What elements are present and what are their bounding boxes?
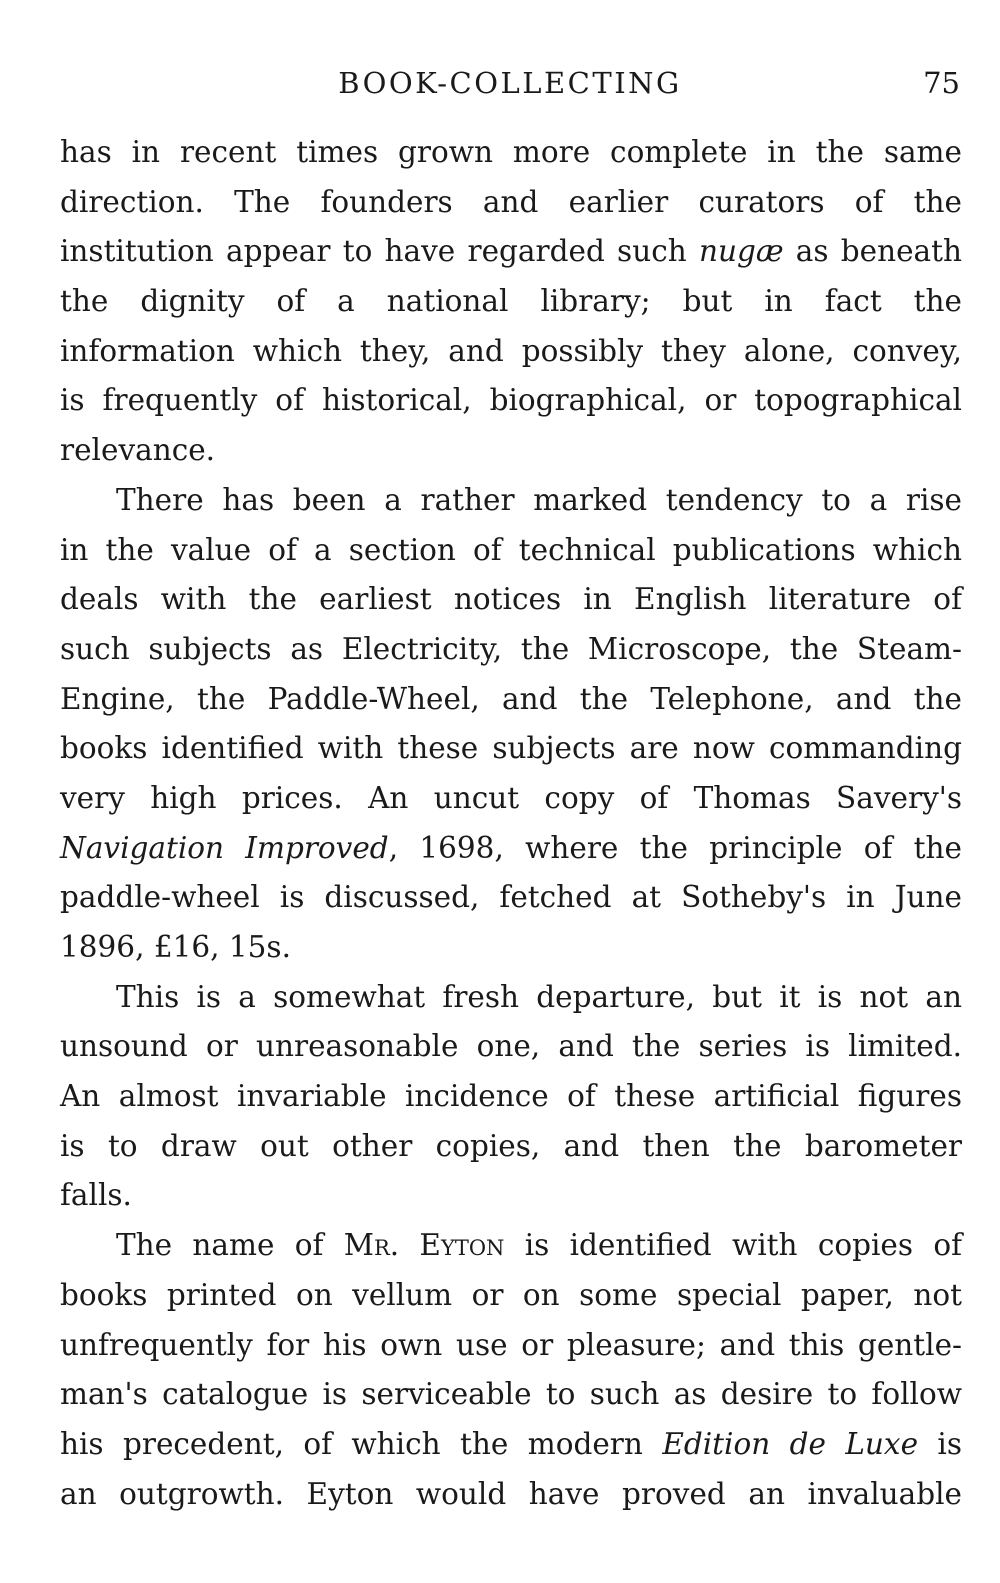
italic-term: nugæ: [698, 234, 784, 269]
text-line: is to draw out other copies, and then the barometer: [60, 1128, 962, 1163]
text-line: There has been a rather marked tendency to a rise: [116, 482, 962, 517]
text-line: relevance.: [60, 433, 216, 468]
text-line: has in recent times grown more complete in the same: [60, 135, 962, 169]
text-line: deals with the earliest notices in English literature of: [60, 582, 962, 617]
text-line: paddle-wheel is discussed, fetched at Sotheby's in June: [60, 880, 962, 915]
body-text: [60, 128, 962, 1519]
text-line: 1896, £16, 15s.: [60, 930, 291, 964]
text-line: The name of Mr. Eyton is identified with copies of: [116, 1228, 962, 1263]
text-line: institution appear to have regarded such nugæ as beneath: [60, 234, 962, 269]
text-line: such subjects as Electricity, the Microscope, the Steam-: [60, 631, 962, 666]
text-line: books printed on vellum or on some special paper, not: [60, 1277, 962, 1312]
running-head: [60, 66, 960, 116]
text-line: This is a somewhat fresh departure, but it is not an: [116, 979, 962, 1014]
italic-title: Navigation Improved: [60, 830, 389, 865]
text-line: information which they, and possibly they alone, convey,: [60, 333, 962, 368]
italic-title: Edition de Luxe: [662, 1426, 919, 1461]
text-line: is frequently of historical, biographical, or topographical: [60, 383, 962, 418]
small-caps-name: Mr. Eyton: [343, 1228, 505, 1263]
text-line: an outgrowth. Eyton would have proved an invaluable: [60, 1476, 962, 1511]
text-line: unfrequently for his own use or pleasure; and this gentle-: [60, 1327, 962, 1362]
running-title: BOOK-COLLECTING: [338, 66, 682, 100]
text-line: Navigation Improved, 1698, where the principle of the: [60, 830, 962, 865]
text-line: books identified with these subjects are now commanding: [60, 731, 962, 766]
text-line: man's catalogue is serviceable to such as desire to follow: [60, 1377, 962, 1412]
text-line: Engine, the Paddle-Wheel, and the Telephone, and the: [60, 681, 962, 716]
page-number: 75: [923, 66, 960, 100]
text-line: direction. The founders and earlier curators of the: [60, 184, 962, 219]
text-line: unsound or unreasonable one, and the series is limited.: [60, 1029, 962, 1064]
text-line: very high prices. An uncut copy of Thomas Savery's: [60, 780, 962, 815]
text-line: An almost invariable incidence of these artificial figures: [60, 1079, 962, 1114]
text-line: his precedent, of which the modern Edition de Luxe is: [60, 1426, 962, 1461]
text-line: the dignity of a national library; but in fact the: [60, 284, 962, 319]
text-line: in the value of a section of technical publications which: [60, 532, 962, 567]
text-line: falls.: [60, 1178, 132, 1213]
